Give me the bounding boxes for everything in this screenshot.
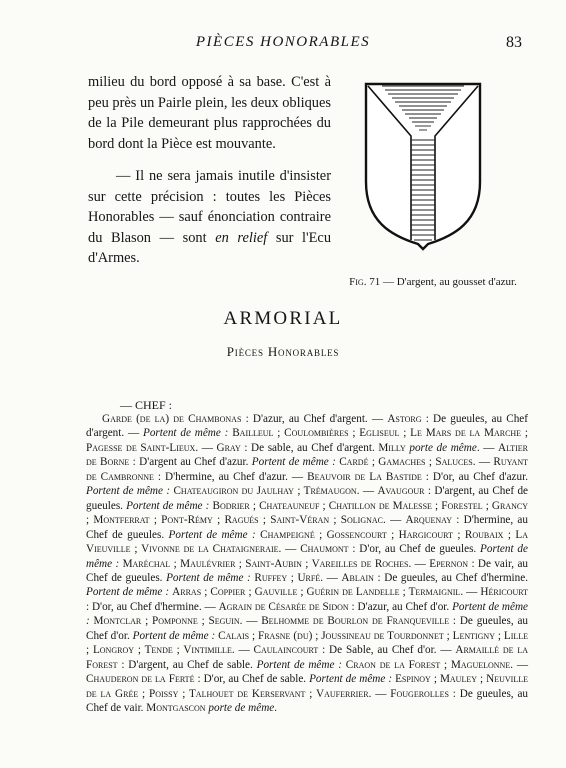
armorial-name: Arquenay [405, 514, 452, 527]
armorial-formula: Portent de même : [168, 528, 256, 541]
armorial-blazon: . — [408, 557, 430, 570]
shield-gousset-icon [362, 78, 484, 254]
armorial-name: Chaumont [300, 543, 349, 556]
armorial-name: Craon de la Forest ; Maguelonne [345, 658, 511, 671]
armorial-blazon: . — [472, 456, 494, 469]
armorial-blazon: : De gueules, au Chef d'argent. — [86, 413, 529, 440]
armorial-name: Espinoy ; Mauley ; Neuville de la Grée ; Poissy ; Talhouet de Kerservant ; Vauferrier [86, 673, 528, 700]
armorial-name: Ablain [341, 571, 374, 584]
running-title: PIÈCES HONORABLES [195, 34, 371, 50]
armorial-blazon: . — [278, 543, 301, 556]
armorial-blazon: : De sable, au Chef d'argent. [240, 441, 379, 454]
page-number: 83 [506, 34, 522, 51]
armorial-formula: Portent de même : [309, 673, 393, 686]
figure-number: Fig. 71 [349, 276, 381, 288]
armorial-blazon: : De gueules, au Chef d'hermine. [373, 571, 528, 584]
section-subheading: Pièces Honorables [226, 344, 340, 359]
armorial-formula: Portent de même : [142, 427, 229, 440]
armorial-formula: Portent de même : [132, 629, 216, 642]
armorial-blazon: : D'argent, au Chef de sable. [117, 658, 257, 671]
armorial-formula: Portent de même : [126, 499, 210, 512]
armorial-blazon: . — [383, 514, 406, 527]
intro-text [88, 72, 331, 269]
figure-caption-text: — D'argent, au gousset d'azur. [380, 276, 517, 288]
armorial-blazon: : De Sable, au Chef d'or. — [318, 644, 456, 657]
armorial-name: Caulaincourt [253, 644, 319, 657]
armorial-blazon: . — [231, 644, 254, 657]
armorial-name: Ruffey ; Urfé [254, 571, 321, 584]
armorial-name: Cardé ; Gamaches ; Saluces [339, 456, 473, 469]
armorial-name: Garde (de la) de Chambonas [102, 413, 242, 425]
armorial-blazon: : D'argent au Chef d'azur. [129, 456, 252, 469]
section-heading: ARMORIAL [223, 308, 343, 329]
armorial-name: Belhomme de Bourlon de Franqueville [261, 615, 450, 628]
armorial-formula: Portent de même : [86, 586, 170, 599]
armorial-name: Beauvoir de La Bastide [307, 470, 422, 483]
armorial-blazon: : De gueules, au Chef de vair. [86, 687, 529, 715]
armorial-blazon: : D'or, au Chef de sable. [194, 673, 310, 686]
armorial-formula: Portent de même : [256, 658, 342, 671]
armorial-blazon: . — [320, 571, 342, 584]
armorial-blazon: : D'or, au Chef d'hermine. — [86, 600, 219, 613]
armorial-formula: porte de même [208, 702, 275, 715]
armorial-formula: Portent de même : [86, 600, 528, 628]
armorial-blazon: . — [460, 586, 481, 599]
running-head [0, 34, 566, 56]
armorial-name: Epernon [429, 557, 469, 570]
armorial-name: Gray [216, 441, 241, 454]
armorial-blazon: . — [476, 441, 498, 454]
armorial-blazon: . — [368, 687, 391, 700]
intro-p2-end: sur l'Ecu d'Armes. [88, 229, 332, 266]
armorial-blazon: : D'or, au Chef de gueules. [348, 543, 481, 556]
armorial-blazon: . — [356, 485, 378, 498]
armorial-name: Montclar ; Pomponne ; Seguin [93, 615, 240, 628]
armorial-blazon: . — [239, 615, 262, 628]
armorial-name: Avaugour [377, 485, 425, 498]
intro-p2-start: — Il ne sera jamais inutile d'insister sur cette précision : toutes les Pièces Honorables — sauf énonciation contraire du Blason — sont [88, 168, 331, 246]
armorial-formula: porte de même [409, 441, 477, 454]
armorial-formula: Portent de même : [86, 543, 528, 570]
armorial-name: Milly [378, 441, 406, 454]
armorial-name: Montgascon [146, 702, 206, 715]
armorial-name: Armaillé de la Forest [86, 644, 529, 671]
armorial-blazon: : D'azur, au Chef d'argent. — [241, 413, 388, 425]
armorial-blazon: : De vair, au Chef de gueules. [86, 557, 528, 584]
armorial-name: Calais ; Frasne (du) ; Joussineau de Tourdonnet ; Lentigny ; Lille ; Longroy ; Tende ; Vintimille [86, 629, 529, 657]
armorial-name: Arras ; Coppier ; Gauville ; Guérin de Landelle ; Termaignil [172, 586, 461, 599]
armorial-name: Agrain de Césarée de Sidon [218, 600, 349, 613]
armorial-name: Ruyant de Cambronne [86, 456, 528, 483]
armorial-name: Astorg [387, 413, 422, 425]
armorial-blazon: : De gueules, au Chef d'or. [86, 615, 529, 642]
figure-caption [348, 275, 518, 289]
armorial-blazon: : D'hermine, au Chef de gueules. [86, 514, 528, 541]
armorial-name: Altier de Borne [86, 441, 529, 469]
armorial-blazon: . [274, 702, 278, 715]
armorial-formula: Portent de même : [251, 456, 336, 469]
intro-paragraph-2 [88, 166, 331, 269]
armorial-name: Héricourt [480, 586, 529, 599]
armorial-name: Champeigné ; Gossencourt ; Hargicourt ; Roubaix ; La Vieuville ; Vivonne de la Chataigneraie [86, 528, 528, 556]
armorial-formula: Portent de même : [86, 485, 171, 498]
armorial-name: Bailleul ; Coulombières ; Egliseul ; Le Mars de la Marche ; Pagesse de Saint-Lieux [86, 427, 528, 454]
armorial-name: Bodrier ; Chateauneuf ; Chatillon de Malesse ; Forestel ; Grancy ; Montferrat ; Pont-Rémy ; Ragués ; Saint-Véran ; Solignac [86, 499, 529, 527]
armorial-blazon: : D'azur, au Chef d'or. [348, 600, 453, 613]
armorial-blazon: . — [510, 658, 529, 671]
armorial-blazon: . — [195, 441, 217, 454]
armorial-name: Chauderon de la Ferté [86, 673, 195, 686]
armorial-blazon: : D'or, au Chef d'azur. [421, 470, 529, 483]
armorial-formula: Portent de même : [166, 571, 251, 584]
armorial-blazon: : D'argent, au Chef de gueules. [86, 485, 529, 512]
subsection-label: — CHEF : [120, 398, 173, 412]
intro-paragraph-1: milieu du bord opposé à sa base. C'est à peu près un Pairle plein, les deux obliques de la Pile demeurant plus rapprochées du bord dont la Pièce est mouvante. [88, 74, 331, 152]
armorial-blazon: : D'hermine, au Chef d'azur. — [153, 470, 308, 483]
armorial-name: Chateaugiron du Jaulhay ; Trémaugon [173, 485, 357, 498]
armorial-entries [86, 412, 528, 716]
armorial-name: Maréchal ; Maulévrier ; Saint-Aubin ; Vareilles de Roches [122, 557, 409, 570]
intro-p2-emphasis: en relief [215, 229, 268, 246]
armorial-name: Fougerolles [390, 687, 449, 700]
